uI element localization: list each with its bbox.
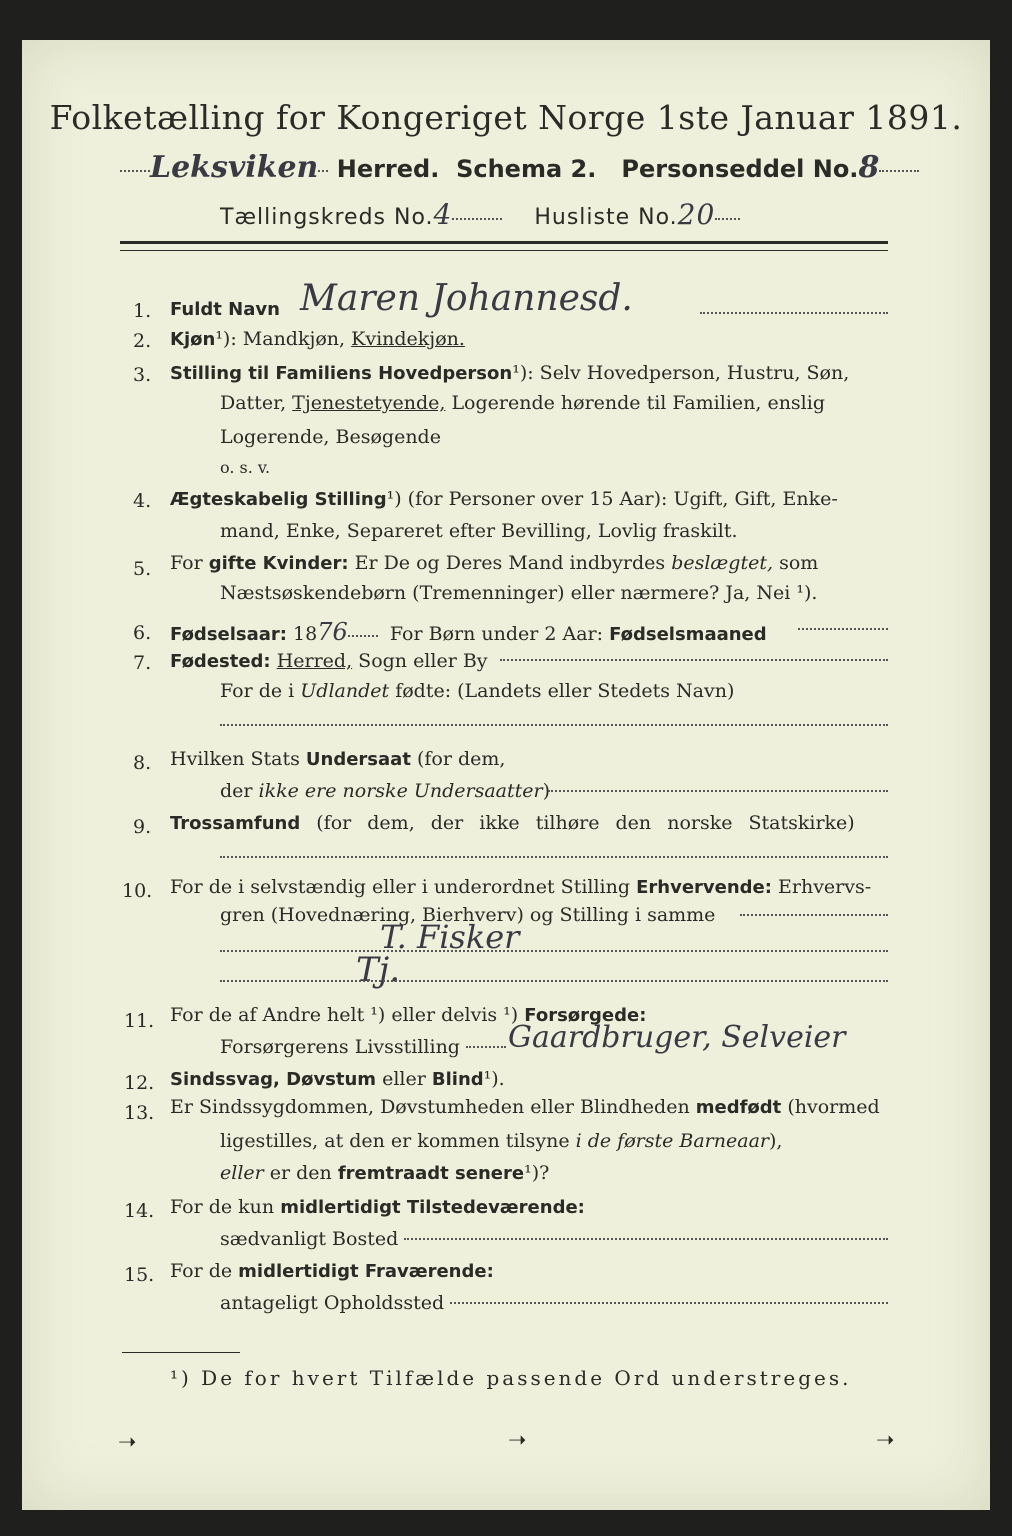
birth-year-handwritten: 76: [317, 618, 348, 646]
item-number: 5.: [133, 558, 152, 580]
footnote: ¹) De for hvert Tilfælde passende Ord understreges.: [170, 1366, 852, 1390]
position-selected: Tjenestetyende,: [292, 392, 446, 414]
kreds-handwritten: 4: [433, 198, 453, 231]
item-7-birthplace: Fødested: Herred, Sogn eller By: [170, 650, 488, 672]
husliste-handwritten: 20: [677, 198, 716, 231]
occupation-handwritten: T. Fisker: [380, 918, 520, 956]
personseddel-handwritten: 8: [858, 150, 880, 185]
dotted-leader: [120, 169, 150, 172]
provider-handwritten: Gaardbruger, Selveier: [508, 1020, 846, 1055]
birthplace-selected: Herred,: [276, 650, 353, 672]
item-2-gender: Kjøn¹): Mandkjøn, Kvindekjøn.: [170, 328, 465, 350]
item-8-citizenship: Hvilken Stats Undersaat (for dem,: [170, 748, 506, 770]
item-1-full-name: [170, 298, 280, 320]
herred-handwritten: Leksviken: [150, 150, 319, 185]
item-number: 4.: [133, 490, 152, 512]
item-number: 11.: [124, 1010, 155, 1032]
item-number: 9.: [133, 816, 152, 838]
census-form-sheet: [22, 40, 990, 1510]
dotted-leader: [700, 312, 888, 314]
item-15-temp-absent: For de midlertidigt Fraværende:: [170, 1260, 494, 1282]
husliste-label: Husliste No.: [534, 205, 678, 230]
registration-mark: ➝: [508, 1428, 527, 1453]
item-11-supported: For de af Andre helt ¹) eller delvis ¹) Forsørgede:: [170, 1004, 647, 1026]
kreds-row: [220, 198, 740, 231]
registration-mark: ➝: [118, 1430, 137, 1455]
item-3-position: Stilling til Familiens Hovedperson¹): Selv Hovedperson, Hustru, Søn,: [170, 362, 850, 384]
label: Fuldt Navn: [170, 299, 280, 320]
personseddel-label: Personseddel No.: [621, 155, 859, 183]
kreds-label: Tællingskreds No.: [220, 205, 434, 230]
header-rule-thin: [120, 250, 888, 251]
item-4-marital: Ægteskabelig Stilling¹) (for Personer over 15 Aar): Ugift, Gift, Enke-: [170, 488, 838, 510]
item-13-congenital: Er Sindssygdommen, Døvstumheden eller Blindheden medfødt (hvormed: [170, 1096, 880, 1118]
name-handwritten: Maren Johannesd.: [300, 278, 633, 319]
item-12-disability: Sindssvag, Døvstum eller Blind¹).: [170, 1068, 505, 1090]
schema-label: Schema 2.: [456, 155, 597, 183]
item-number: 12.: [124, 1072, 155, 1094]
item-number: 8.: [133, 752, 152, 774]
herred-label: Herred.: [336, 155, 440, 183]
header-rule-thick: [120, 241, 888, 244]
form-title: Folketælling for Kongeriget Norge 1ste Januar 1891.: [49, 98, 963, 137]
gender-selected: Kvindekjøn.: [351, 328, 465, 350]
item-5-married-women: For gifte Kvinder: Er De og Deres Mand indbyrdes beslægtet, som: [170, 552, 819, 574]
item-number: 1.: [133, 300, 152, 322]
item-number: 13.: [124, 1102, 155, 1124]
item-10-occupation: For de i selvstændig eller i underordnet Stilling Erhvervende: Erhvervs-: [170, 876, 872, 898]
item-number: 2.: [133, 330, 152, 352]
item-number: 10.: [122, 880, 153, 902]
occupation-handwritten-2: Tj.: [356, 950, 401, 990]
item-9-religion: Trossamfund (for dem, der ikke tilhøre den norske Statskirke): [170, 812, 855, 834]
item-14-temp-present: For de kun midlertidigt Tilstedeværende:: [170, 1196, 585, 1218]
herred-row: [120, 150, 919, 185]
item-number: 7.: [133, 652, 152, 674]
item-number: 6.: [133, 622, 152, 644]
item-number: 3.: [133, 364, 152, 386]
item-6-birth-year: Fødselsaar: 1876 For Børn under 2 Aar: Fødselsmaaned: [170, 618, 767, 646]
footnote-rule: [122, 1352, 240, 1353]
item-number: 15.: [124, 1264, 155, 1286]
item-number: 14.: [124, 1200, 155, 1222]
registration-mark: ➝: [876, 1428, 895, 1453]
